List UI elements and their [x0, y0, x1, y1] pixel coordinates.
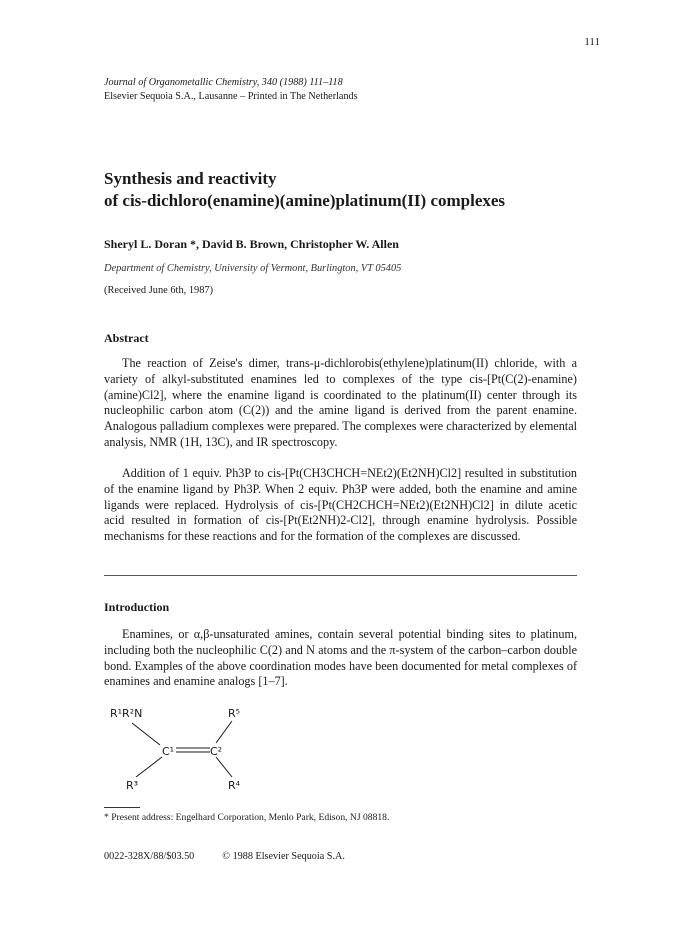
- abstract-paragraph-2: Addition of 1 equiv. Ph3P to cis-[Pt(CH3CHCH=NEt2)(Et2NH)Cl2] resulted in substitution of the enamine ligand by Ph3P. When 2 equiv. Ph3P were added, both the enamine and amine ligands were replaced. Hydrolysis of cis-[Pt(CH2CHCH=NEt2)(Et2NH)Cl2] in dilute acetic acid resulted in formation of cis-[Pt(Et2NH)2-Cl2], through enamine hydrolysis. Possible mechanisms for these reactions and for the formation of the complexes are discussed.: [104, 466, 577, 544]
- footnote: * Present address: Engelhard Corporation, Menlo Park, Edison, NJ 08818.: [104, 812, 390, 823]
- r4-label: R⁴: [228, 779, 241, 792]
- abstract-paragraph-1: The reaction of Zeise's dimer, trans-μ-dichlorobis(ethylene)platinum(II) chloride, with a variety of alkyl-substituted enamines led to complexes of the type cis-[Pt(C(2)-enamine)(amine)Cl2], where the enamine ligand is coordinated to the platinum(II) center through its nucleophilic carbon atom (C(2)) and the amine ligand is derived from the parent enamine. Analogous palladium complexes were prepared. The complexes were characterized by elemental analysis, NMR (1H, 13C), and IR spectroscopy.: [104, 356, 577, 449]
- bond-c1-r3: [136, 757, 162, 777]
- r3-label: R³: [126, 779, 139, 792]
- journal-header: [104, 76, 358, 104]
- issn-code: 0022-328X/88/$03.50: [104, 851, 195, 862]
- received-date: (Received June 6th, 1987): [104, 285, 214, 296]
- introduction-paragraph: Enamines, or α,β-unsaturated amines, contain several potential binding sites to platinum, including both the nucleophilic C(2) and N atoms and the π-system of the carbon–carbon double bond. Examples of the above coordination modes have been documented for metal complexes of enamines and enamine analogs [1–7].: [104, 627, 577, 689]
- section-divider: [104, 575, 577, 576]
- paper-title: [104, 168, 505, 212]
- bond-c2-r4: [216, 757, 232, 777]
- copyright: © 1988 Elsevier Sequoia S.A.: [222, 851, 345, 862]
- enamine-structure-diagram: [110, 705, 310, 793]
- authors: Sheryl L. Doran *, David B. Brown, Christopher W. Allen: [104, 237, 399, 251]
- page-footer: [104, 851, 345, 862]
- journal-citation: Journal of Organometallic Chemistry, 340 (1988) 111–118: [104, 77, 343, 88]
- abstract-heading: Abstract: [104, 331, 149, 345]
- title-line-2: of cis-dichloro(enamine)(amine)platinum(II) complexes: [104, 191, 506, 210]
- title-line-1: Synthesis and reactivity: [104, 169, 277, 188]
- introduction-heading: Introduction: [104, 600, 170, 614]
- n-substituent-label: R¹R²N: [110, 707, 143, 720]
- footnote-rule: [104, 807, 140, 808]
- affiliation: Department of Chemistry, University of Vermont, Burlington, VT 05405: [104, 263, 402, 274]
- publisher-line: Elsevier Sequoia S.A., Lausanne – Printed in The Netherlands: [104, 91, 358, 102]
- bond-n-c1: [132, 723, 160, 745]
- c2-label: C²: [210, 745, 223, 758]
- r5-label: R⁵: [228, 707, 241, 720]
- bond-c2-r5: [216, 721, 232, 743]
- page-number: 111: [584, 36, 600, 48]
- c1-label: C¹: [162, 745, 175, 758]
